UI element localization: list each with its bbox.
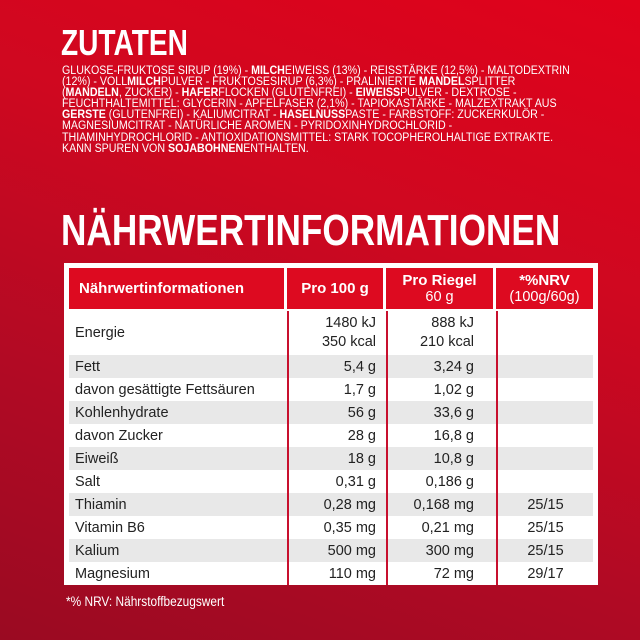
nutrient-name: Energie <box>75 324 125 341</box>
nutrient-name: Kalium <box>69 539 287 562</box>
value-per-bar: 300 mg <box>386 539 496 562</box>
allergen-highlight: GERSTE <box>62 107 106 122</box>
nutrition-table-panel <box>64 263 598 585</box>
value-per-bar: 33,6 g <box>386 401 496 424</box>
nutrient-name: Fett <box>69 355 287 378</box>
value-per-bar: 888 kJ 210 kcal <box>386 311 496 355</box>
allergen-highlight: HAFER <box>181 85 219 100</box>
value-nrv <box>496 401 593 424</box>
nutrition-table <box>69 268 593 585</box>
ingredient-text: THIAMINHYDROCHLORID - ANTIOXIDATIONSMITTEL: STARK TOCOPHEROLHALTIGE EXTRAKTE. <box>62 129 554 144</box>
value-per-bar: 0,168 mg <box>386 493 496 516</box>
ingredient-text: , ZUCKER) - <box>118 85 182 100</box>
nutrient-name: Salt <box>75 473 100 490</box>
ingredient-text: PULVER - DEXTROSE - <box>400 85 517 100</box>
nutrient-name: Eiweiß <box>69 447 287 470</box>
value-per-bar: 3,24 g <box>386 355 496 378</box>
table-row <box>69 539 593 562</box>
ingredient-text: (GLUTENFREI) - KALIUMCITRAT - <box>105 107 280 122</box>
ingredient-text: (12%) - VOLL <box>62 74 128 89</box>
table-row <box>69 401 593 424</box>
header-nrv-label: *%NRV <box>519 271 570 289</box>
value-per-bar: 10,8 g <box>386 447 496 470</box>
allergen-highlight: HASELNUSS <box>279 107 346 122</box>
ingredient-text: ( <box>62 85 66 100</box>
header-nrv-sub: (100g/60g) <box>509 288 580 305</box>
value-per-100g: 18 g <box>287 447 386 470</box>
ingredient-text: SPLITTER <box>464 74 516 89</box>
table-header-row <box>69 268 593 309</box>
header-per-100g <box>287 268 386 309</box>
header-per-100g-label: Pro 100 g <box>301 279 369 297</box>
value-per-100g: 28 g <box>287 424 386 447</box>
nutrient-name: Magnesium <box>75 565 150 582</box>
header-per-bar-label: Pro Riegel <box>402 271 477 289</box>
allergen-highlight: MILCH <box>127 74 161 89</box>
value-nrv <box>496 424 593 447</box>
table-row <box>69 355 593 378</box>
header-nrv <box>496 268 593 309</box>
nutrition-title: NÄHRWERTINFORMATIONEN <box>61 206 561 255</box>
table-row <box>69 562 593 585</box>
value-per-100g: 110 mg <box>287 562 386 585</box>
value-nrv <box>496 447 593 470</box>
value-per-bar: 0,186 g <box>386 470 496 493</box>
value-nrv: 25/15 <box>496 493 593 516</box>
table-row <box>69 311 593 355</box>
allergen-highlight: EIWEISS <box>355 85 401 100</box>
header-per-bar <box>386 268 496 309</box>
value-per-100g: 500 mg <box>287 539 386 562</box>
value-per-100g: 56 g <box>287 401 386 424</box>
value-nrv <box>496 311 593 355</box>
value-nrv: 25/15 <box>496 516 593 539</box>
ingredients-title: ZUTATEN <box>61 22 188 63</box>
nutrient-name: Vitamin B6 <box>75 519 145 536</box>
value-per-100g: 0,28 mg <box>287 493 386 516</box>
ingredient-text: EIWEISS (13%) - REISSTÄRKE (12,5%) - MALTODEXTRIN <box>284 63 570 77</box>
allergen-highlight: SOJABOHNEN <box>167 140 244 155</box>
nutrient-name: davon Zucker <box>75 427 163 444</box>
ingredient-text: PASTE - FARBSTOFF: ZUCKERKULÖR - <box>345 107 545 122</box>
value-per-bar: 0,21 mg <box>386 516 496 539</box>
header-nutrient-label: Nährwertinformationen <box>79 279 245 297</box>
nutrient-name: davon gesättigte Fettsäuren <box>75 381 255 398</box>
allergen-highlight: MILCH <box>251 63 285 77</box>
allergen-highlight: MANDEL <box>418 74 465 89</box>
value-nrv: 25/15 <box>496 539 593 562</box>
table-row <box>69 424 593 447</box>
value-nrv <box>496 378 593 401</box>
nutrition-table-body <box>69 309 593 585</box>
table-row <box>69 447 593 470</box>
header-per-bar-sub: 60 g <box>425 288 454 305</box>
value-per-100g: 5,4 g <box>287 355 386 378</box>
table-row <box>69 378 593 401</box>
ingredient-text: FEUCHTHALTEMITTEL: GLYCERIN - APFELFASER (2,1%) - TAPIOKASTÄRKE - MALZEXTRAKT AUS <box>62 96 557 111</box>
ingredients-line <box>62 140 612 155</box>
table-row <box>69 516 593 539</box>
ingredient-text: FLOCKEN (GLUTENFREI) - <box>218 85 356 100</box>
ingredient-text: PULVER - FRUKTOSESIRUP (6,3%) - PRALINIERTE <box>160 74 419 89</box>
value-per-100g: 1,7 g <box>287 378 386 401</box>
allergen-highlight: MANDELN <box>65 85 119 100</box>
value-per-100g: 0,31 g <box>287 470 386 493</box>
value-per-bar: 72 mg <box>386 562 496 585</box>
value-per-bar: 16,8 g <box>386 424 496 447</box>
ingredient-text: MAGNESIUMCITRAT - NATÜRLICHE AROMEN - PYRIDOXINHYDROCHLORID - <box>62 118 453 133</box>
table-row <box>69 470 593 493</box>
value-nrv <box>496 355 593 378</box>
nutrient-name: Thiamin <box>69 493 287 516</box>
ingredient-text: ENTHALTEN. <box>243 140 309 155</box>
value-nrv: 29/17 <box>496 562 593 585</box>
value-per-100g: 1480 kJ 350 kcal <box>287 311 386 355</box>
value-per-100g: 0,35 mg <box>287 516 386 539</box>
ingredients-list <box>62 65 612 154</box>
value-nrv <box>496 470 593 493</box>
ingredient-text: GLUKOSE-FRUKTOSE SIRUP (19%) - <box>62 63 252 77</box>
nutrient-name: Kohlenhydrate <box>69 401 287 424</box>
value-per-bar: 1,02 g <box>386 378 496 401</box>
table-row <box>69 493 593 516</box>
ingredient-text: KANN SPUREN VON <box>62 140 168 155</box>
header-nutrient <box>69 268 287 309</box>
nrv-footnote: *% NRV: Nährstoffbezugswert <box>66 594 225 609</box>
